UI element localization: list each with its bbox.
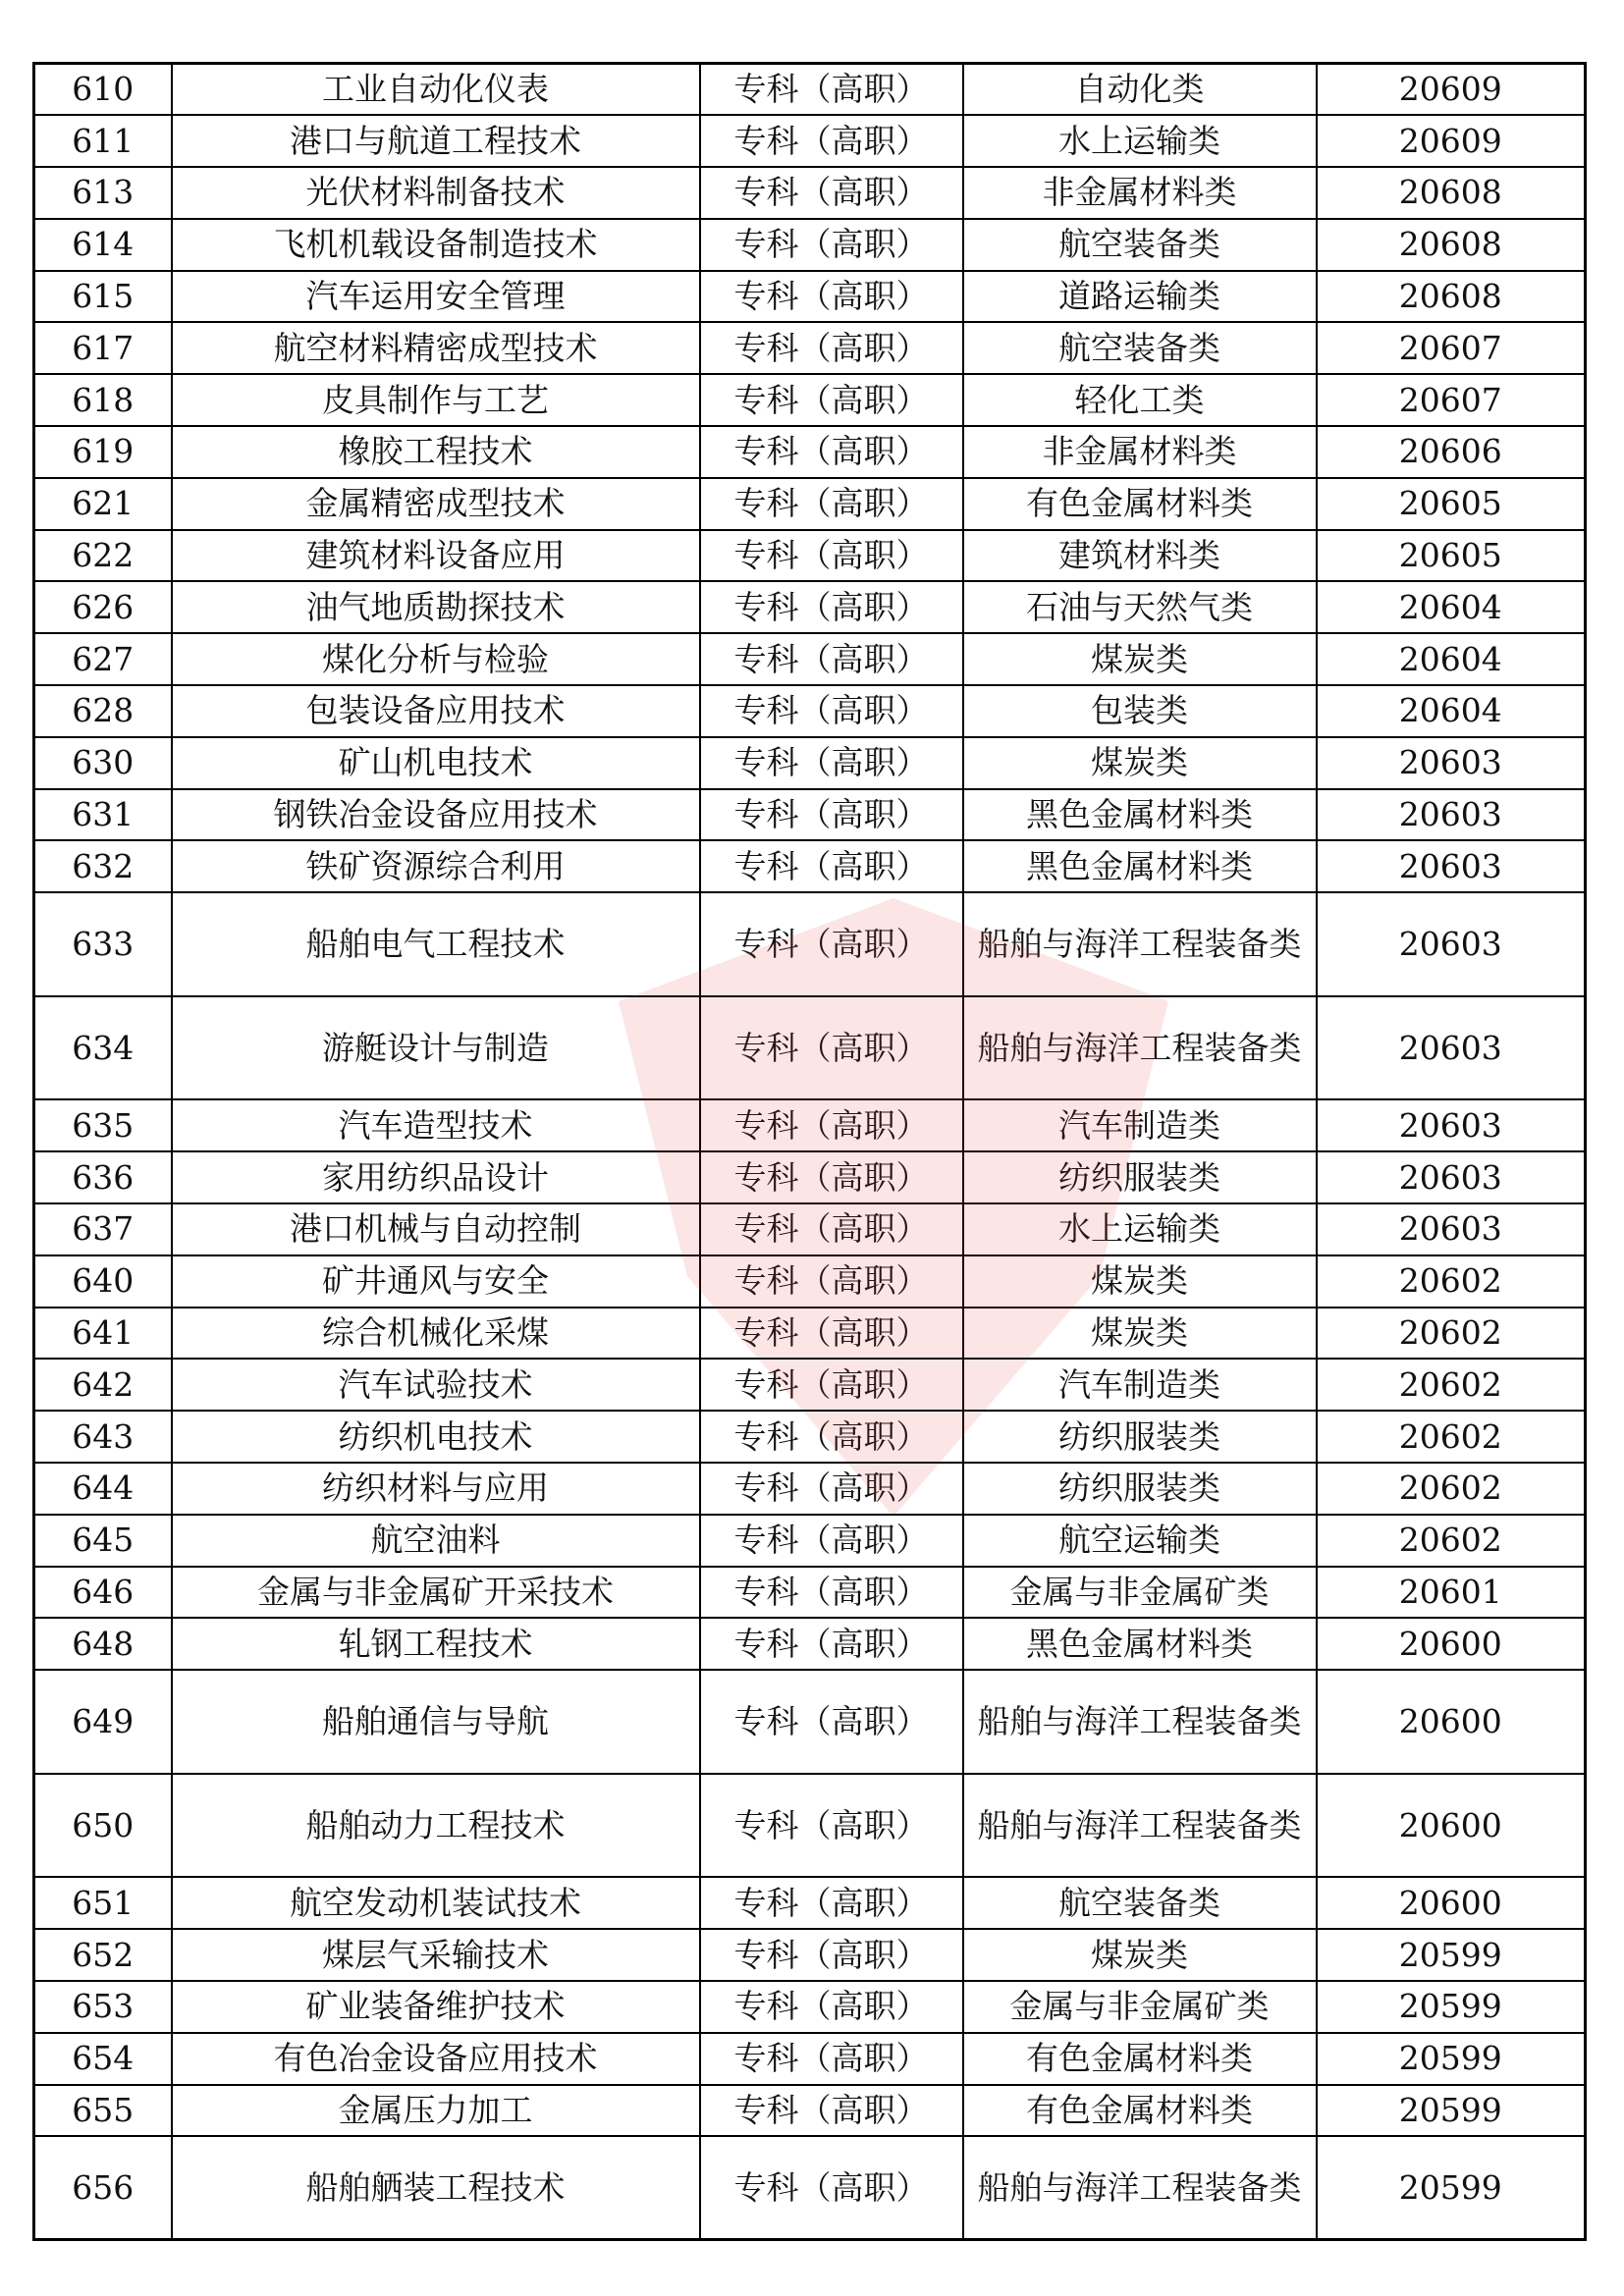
score-cell: 20608: [1317, 271, 1586, 323]
major-category-cell: 煤炭类: [963, 633, 1317, 685]
major-name-cell: 船舶舾装工程技术: [172, 2136, 700, 2240]
education-level-cell: 专科（高职）: [700, 322, 963, 374]
major-category-cell: 水上运输类: [963, 115, 1317, 167]
row-id-cell: 619: [34, 426, 172, 478]
major-category-cell: 煤炭类: [963, 1308, 1317, 1360]
education-level-cell: 专科（高职）: [700, 115, 963, 167]
education-level-cell: 专科（高职）: [700, 271, 963, 323]
score-cell: 20602: [1317, 1255, 1586, 1308]
row-id-cell: 640: [34, 1255, 172, 1308]
table-row: [34, 426, 1586, 478]
education-level-cell: 专科（高职）: [700, 219, 963, 271]
major-name-cell: 汽车试验技术: [172, 1359, 700, 1411]
major-category-cell: 纺织服装类: [963, 1151, 1317, 1203]
major-category-cell: 道路运输类: [963, 271, 1317, 323]
table-row: [34, 2136, 1586, 2240]
major-name-cell: 船舶电气工程技术: [172, 892, 700, 996]
education-level-cell: 专科（高职）: [700, 1929, 963, 1981]
table-row: [34, 840, 1586, 892]
education-level-cell: 专科（高职）: [700, 1774, 963, 1878]
row-id-cell: 628: [34, 685, 172, 737]
table-row: [34, 892, 1586, 996]
major-name-cell: 矿山机电技术: [172, 737, 700, 789]
row-id-cell: 637: [34, 1203, 172, 1255]
major-category-cell: 有色金属材料类: [963, 478, 1317, 530]
row-id-cell: 636: [34, 1151, 172, 1203]
education-level-cell: 专科（高职）: [700, 685, 963, 737]
education-level-cell: 专科（高职）: [700, 426, 963, 478]
major-category-cell: 有色金属材料类: [963, 2033, 1317, 2085]
major-category-cell: 非金属材料类: [963, 167, 1317, 219]
row-id-cell: 643: [34, 1411, 172, 1463]
education-level-cell: 专科（高职）: [700, 1203, 963, 1255]
score-cell: 20608: [1317, 167, 1586, 219]
row-id-cell: 632: [34, 840, 172, 892]
score-cell: 20607: [1317, 374, 1586, 426]
major-category-cell: 水上运输类: [963, 1203, 1317, 1255]
row-id-cell: 641: [34, 1308, 172, 1360]
education-level-cell: 专科（高职）: [700, 1618, 963, 1670]
table-row: [34, 1099, 1586, 1151]
major-category-cell: 黑色金属材料类: [963, 1618, 1317, 1670]
education-level-cell: 专科（高职）: [700, 1877, 963, 1929]
major-category-cell: 黑色金属材料类: [963, 840, 1317, 892]
score-cell: 20605: [1317, 530, 1586, 582]
major-category-cell: 纺织服装类: [963, 1411, 1317, 1463]
row-id-cell: 644: [34, 1463, 172, 1515]
major-category-cell: 黑色金属材料类: [963, 789, 1317, 841]
score-cell: 20602: [1317, 1515, 1586, 1567]
major-category-cell: 轻化工类: [963, 374, 1317, 426]
table-row: [34, 167, 1586, 219]
score-cell: 20609: [1317, 64, 1586, 116]
score-cell: 20599: [1317, 1929, 1586, 1981]
row-id-cell: 630: [34, 737, 172, 789]
score-cell: 20600: [1317, 1877, 1586, 1929]
education-level-cell: 专科（高职）: [700, 478, 963, 530]
table-row: [34, 1255, 1586, 1308]
score-cell: 20602: [1317, 1411, 1586, 1463]
education-level-cell: 专科（高职）: [700, 530, 963, 582]
table-body: [34, 64, 1586, 2240]
row-id-cell: 651: [34, 1877, 172, 1929]
row-id-cell: 642: [34, 1359, 172, 1411]
education-level-cell: 专科（高职）: [700, 1359, 963, 1411]
major-name-cell: 钢铁冶金设备应用技术: [172, 789, 700, 841]
row-id-cell: 622: [34, 530, 172, 582]
score-cell: 20609: [1317, 115, 1586, 167]
major-name-cell: 工业自动化仪表: [172, 64, 700, 116]
table-row: [34, 1774, 1586, 1878]
education-level-cell: 专科（高职）: [700, 996, 963, 1100]
education-level-cell: 专科（高职）: [700, 737, 963, 789]
major-category-cell: 自动化类: [963, 64, 1317, 116]
score-cell: 20607: [1317, 322, 1586, 374]
table-row: [34, 1929, 1586, 1981]
score-cell: 20604: [1317, 633, 1586, 685]
table-row: [34, 530, 1586, 582]
major-category-cell: 船舶与海洋工程装备类: [963, 2136, 1317, 2240]
major-name-cell: 有色冶金设备应用技术: [172, 2033, 700, 2085]
major-name-cell: 金属与非金属矿开采技术: [172, 1567, 700, 1619]
education-level-cell: 专科（高职）: [700, 374, 963, 426]
table-row: [34, 1981, 1586, 2033]
major-category-cell: 煤炭类: [963, 737, 1317, 789]
education-level-cell: 专科（高职）: [700, 2085, 963, 2137]
table-row: [34, 996, 1586, 1100]
education-level-cell: 专科（高职）: [700, 64, 963, 116]
major-category-cell: 非金属材料类: [963, 426, 1317, 478]
major-category-cell: 船舶与海洋工程装备类: [963, 996, 1317, 1100]
major-name-cell: 船舶通信与导航: [172, 1670, 700, 1774]
education-level-cell: 专科（高职）: [700, 1515, 963, 1567]
table-row: [34, 581, 1586, 633]
score-cell: 20603: [1317, 1151, 1586, 1203]
major-name-cell: 纺织机电技术: [172, 1411, 700, 1463]
major-name-cell: 航空发动机装试技术: [172, 1877, 700, 1929]
row-id-cell: 626: [34, 581, 172, 633]
major-category-cell: 建筑材料类: [963, 530, 1317, 582]
score-cell: 20603: [1317, 1099, 1586, 1151]
score-cell: 20602: [1317, 1359, 1586, 1411]
table-row: [34, 1463, 1586, 1515]
table-row: [34, 322, 1586, 374]
major-category-cell: 航空运输类: [963, 1515, 1317, 1567]
education-level-cell: 专科（高职）: [700, 167, 963, 219]
score-cell: 20603: [1317, 789, 1586, 841]
major-name-cell: 飞机机载设备制造技术: [172, 219, 700, 271]
major-name-cell: 皮具制作与工艺: [172, 374, 700, 426]
table-row: [34, 115, 1586, 167]
table-row: [34, 64, 1586, 116]
row-id-cell: 656: [34, 2136, 172, 2240]
major-name-cell: 光伏材料制备技术: [172, 167, 700, 219]
major-name-cell: 家用纺织品设计: [172, 1151, 700, 1203]
score-cell: 20604: [1317, 581, 1586, 633]
major-category-cell: 金属与非金属矿类: [963, 1567, 1317, 1619]
education-level-cell: 专科（高职）: [700, 2136, 963, 2240]
score-cell: 20603: [1317, 996, 1586, 1100]
score-cell: 20606: [1317, 426, 1586, 478]
row-id-cell: 611: [34, 115, 172, 167]
major-category-cell: 船舶与海洋工程装备类: [963, 892, 1317, 996]
major-category-cell: 汽车制造类: [963, 1099, 1317, 1151]
major-name-cell: 航空油料: [172, 1515, 700, 1567]
major-name-cell: 金属压力加工: [172, 2085, 700, 2137]
table-row: [34, 1515, 1586, 1567]
education-level-cell: 专科（高职）: [700, 581, 963, 633]
row-id-cell: 633: [34, 892, 172, 996]
row-id-cell: 613: [34, 167, 172, 219]
score-cell: 20602: [1317, 1308, 1586, 1360]
row-id-cell: 617: [34, 322, 172, 374]
table-row: [34, 1670, 1586, 1774]
row-id-cell: 615: [34, 271, 172, 323]
major-category-cell: 煤炭类: [963, 1255, 1317, 1308]
education-level-cell: 专科（高职）: [700, 892, 963, 996]
table-row: [34, 685, 1586, 737]
major-category-cell: 纺织服装类: [963, 1463, 1317, 1515]
row-id-cell: 634: [34, 996, 172, 1100]
major-name-cell: 煤化分析与检验: [172, 633, 700, 685]
major-name-cell: 包装设备应用技术: [172, 685, 700, 737]
major-category-cell: 金属与非金属矿类: [963, 1981, 1317, 2033]
education-level-cell: 专科（高职）: [700, 1567, 963, 1619]
score-cell: 20608: [1317, 219, 1586, 271]
major-name-cell: 煤层气采输技术: [172, 1929, 700, 1981]
table-row: [34, 2085, 1586, 2137]
education-level-cell: 专科（高职）: [700, 840, 963, 892]
score-cell: 20603: [1317, 840, 1586, 892]
major-name-cell: 航空材料精密成型技术: [172, 322, 700, 374]
education-level-cell: 专科（高职）: [700, 1151, 963, 1203]
table-row: [34, 271, 1586, 323]
major-name-cell: 汽车造型技术: [172, 1099, 700, 1151]
major-category-cell: 煤炭类: [963, 1929, 1317, 1981]
education-level-cell: 专科（高职）: [700, 1255, 963, 1308]
table-row: [34, 1411, 1586, 1463]
table-row: [34, 1877, 1586, 1929]
table-row: [34, 374, 1586, 426]
row-id-cell: 648: [34, 1618, 172, 1670]
table-row: [34, 789, 1586, 841]
row-id-cell: 655: [34, 2085, 172, 2137]
major-category-cell: 船舶与海洋工程装备类: [963, 1670, 1317, 1774]
table-row: [34, 1359, 1586, 1411]
major-name-cell: 轧钢工程技术: [172, 1618, 700, 1670]
major-name-cell: 矿井通风与安全: [172, 1255, 700, 1308]
table-row: [34, 737, 1586, 789]
major-name-cell: 橡胶工程技术: [172, 426, 700, 478]
score-cell: 20599: [1317, 2136, 1586, 2240]
major-category-cell: 航空装备类: [963, 322, 1317, 374]
row-id-cell: 631: [34, 789, 172, 841]
major-name-cell: 港口与航道工程技术: [172, 115, 700, 167]
table-row: [34, 219, 1586, 271]
major-name-cell: 港口机械与自动控制: [172, 1203, 700, 1255]
row-id-cell: 646: [34, 1567, 172, 1619]
major-category-cell: 汽车制造类: [963, 1359, 1317, 1411]
score-cell: 20601: [1317, 1567, 1586, 1619]
major-name-cell: 建筑材料设备应用: [172, 530, 700, 582]
score-cell: 20602: [1317, 1463, 1586, 1515]
education-level-cell: 专科（高职）: [700, 1308, 963, 1360]
score-cell: 20603: [1317, 737, 1586, 789]
education-level-cell: 专科（高职）: [700, 1463, 963, 1515]
education-level-cell: 专科（高职）: [700, 633, 963, 685]
row-id-cell: 627: [34, 633, 172, 685]
score-cell: 20603: [1317, 892, 1586, 996]
score-cell: 20599: [1317, 2033, 1586, 2085]
table-row: [34, 1203, 1586, 1255]
score-cell: 20600: [1317, 1774, 1586, 1878]
major-category-cell: 有色金属材料类: [963, 2085, 1317, 2137]
score-cell: 20599: [1317, 1981, 1586, 2033]
major-category-cell: 包装类: [963, 685, 1317, 737]
table-row: [34, 1618, 1586, 1670]
row-id-cell: 610: [34, 64, 172, 116]
education-level-cell: 专科（高职）: [700, 789, 963, 841]
major-name-cell: 汽车运用安全管理: [172, 271, 700, 323]
table-row: [34, 1567, 1586, 1619]
major-name-cell: 金属精密成型技术: [172, 478, 700, 530]
major-name-cell: 纺织材料与应用: [172, 1463, 700, 1515]
major-name-cell: 油气地质勘探技术: [172, 581, 700, 633]
score-cell: 20605: [1317, 478, 1586, 530]
row-id-cell: 654: [34, 2033, 172, 2085]
table-row: [34, 1151, 1586, 1203]
score-cell: 20600: [1317, 1670, 1586, 1774]
education-level-cell: 专科（高职）: [700, 1411, 963, 1463]
major-name-cell: 综合机械化采煤: [172, 1308, 700, 1360]
major-category-cell: 船舶与海洋工程装备类: [963, 1774, 1317, 1878]
row-id-cell: 614: [34, 219, 172, 271]
majors-table: [32, 62, 1587, 2241]
major-name-cell: 船舶动力工程技术: [172, 1774, 700, 1878]
major-name-cell: 游艇设计与制造: [172, 996, 700, 1100]
row-id-cell: 635: [34, 1099, 172, 1151]
major-category-cell: 航空装备类: [963, 219, 1317, 271]
score-cell: 20603: [1317, 1203, 1586, 1255]
score-cell: 20600: [1317, 1618, 1586, 1670]
major-category-cell: 航空装备类: [963, 1877, 1317, 1929]
row-id-cell: 653: [34, 1981, 172, 2033]
row-id-cell: 618: [34, 374, 172, 426]
table-row: [34, 478, 1586, 530]
table-row: [34, 633, 1586, 685]
education-level-cell: 专科（高职）: [700, 1670, 963, 1774]
education-level-cell: 专科（高职）: [700, 1099, 963, 1151]
table-row: [34, 2033, 1586, 2085]
major-name-cell: 矿业装备维护技术: [172, 1981, 700, 2033]
major-name-cell: 铁矿资源综合利用: [172, 840, 700, 892]
row-id-cell: 650: [34, 1774, 172, 1878]
table-row: [34, 1308, 1586, 1360]
education-level-cell: 专科（高职）: [700, 2033, 963, 2085]
row-id-cell: 621: [34, 478, 172, 530]
education-level-cell: 专科（高职）: [700, 1981, 963, 2033]
row-id-cell: 649: [34, 1670, 172, 1774]
score-cell: 20599: [1317, 2085, 1586, 2137]
row-id-cell: 645: [34, 1515, 172, 1567]
score-cell: 20604: [1317, 685, 1586, 737]
major-category-cell: 石油与天然气类: [963, 581, 1317, 633]
row-id-cell: 652: [34, 1929, 172, 1981]
